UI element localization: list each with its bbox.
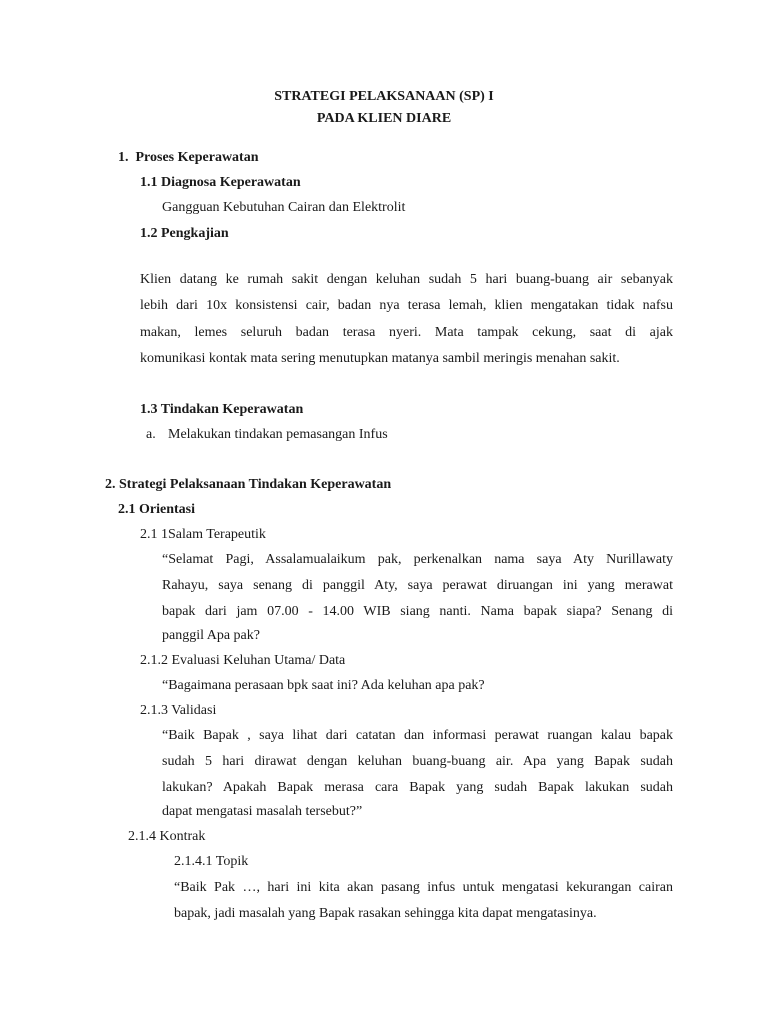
section-1-3-heading: 1.3 Tindakan Keperawatan: [140, 402, 304, 417]
document-title-line2: PADA KLIEN DIARE: [316, 111, 452, 126]
section-2-1-3-heading: 2.1.3 Validasi: [140, 703, 217, 718]
document-title-line1: STRATEGI PELAKSANAAN (SP) I: [274, 89, 494, 104]
validation-line: “Baik Bapak , saya lihat dari catatan dan informasi perawat ruangan kalau bapak: [162, 728, 673, 743]
assessment-line: Klien datang ke rumah sakit dengan keluhan sudah 5 hari buang-buang air sebanyak: [140, 272, 673, 287]
section-2-heading: 2. Strategi Pelaksanaan Tindakan Keperawatan: [105, 477, 392, 492]
section-2-1-4-1-heading: 2.1.4.1 Topik: [174, 854, 249, 869]
greeting-line: “Selamat Pagi, Assalamualaikum pak, perkenalkan nama saya Aty Nurillawaty: [162, 552, 673, 567]
diagnosis-text: Gangguan Kebutuhan Cairan dan Elektrolit: [162, 200, 406, 215]
validation-line: sudah 5 hari dirawat dengan keluhan buang-buang air. Apa yang Bapak sudah: [162, 754, 673, 769]
section-2-1-heading: 2.1 Orientasi: [118, 502, 195, 517]
validation-line: dapat mengatasi masalah tersebut?”: [162, 804, 363, 819]
topic-line: “Baik Pak …, hari ini kita akan pasang infus untuk mengatasi kekurangan cairan: [174, 880, 673, 895]
assessment-line: komunikasi kontak mata sering menutupkan matanya sambil meringis menahan sakit.: [140, 351, 620, 366]
greeting-line: panggil Apa pak?: [162, 628, 260, 643]
greeting-line: Rahayu, saya senang di panggil Aty, saya perawat diruangan ini yang merawat: [162, 578, 673, 593]
assessment-line: lebih dari 10x konsistensi cair, badan nya terasa lemah, klien mengatakan tidak nafsu: [140, 298, 673, 313]
section-1-heading: 1. Proses Keperawatan: [118, 150, 259, 165]
evaluation-question: “Bagaimana perasaan bpk saat ini? Ada keluhan apa pak?: [162, 678, 485, 693]
list-item-text: Melakukan tindakan pemasangan Infus: [168, 427, 388, 442]
section-1-2-heading: 1.2 Pengkajian: [140, 226, 229, 241]
list-item-marker: a.: [146, 427, 156, 442]
section-2-1-2-heading: 2.1.2 Evaluasi Keluhan Utama/ Data: [140, 653, 346, 668]
section-2-1-1-heading: 2.1 1Salam Terapeutik: [140, 527, 266, 542]
assessment-line: makan, lemes seluruh badan terasa nyeri. Mata tampak cekung, saat di ajak: [140, 325, 673, 340]
greeting-line: bapak dari jam 07.00 - 14.00 WIB siang nanti. Nama bapak siapa? Senang di: [162, 604, 673, 619]
validation-line: lakukan? Apakah Bapak merasa cara Bapak yang sudah Bapak lakukan sudah: [162, 780, 673, 795]
section-2-1-4-heading: 2.1.4 Kontrak: [128, 829, 206, 844]
section-1-1-heading: 1.1 Diagnosa Keperawatan: [140, 175, 301, 190]
topic-line: bapak, jadi masalah yang Bapak rasakan sehingga kita dapat mengatasinya.: [174, 906, 597, 921]
